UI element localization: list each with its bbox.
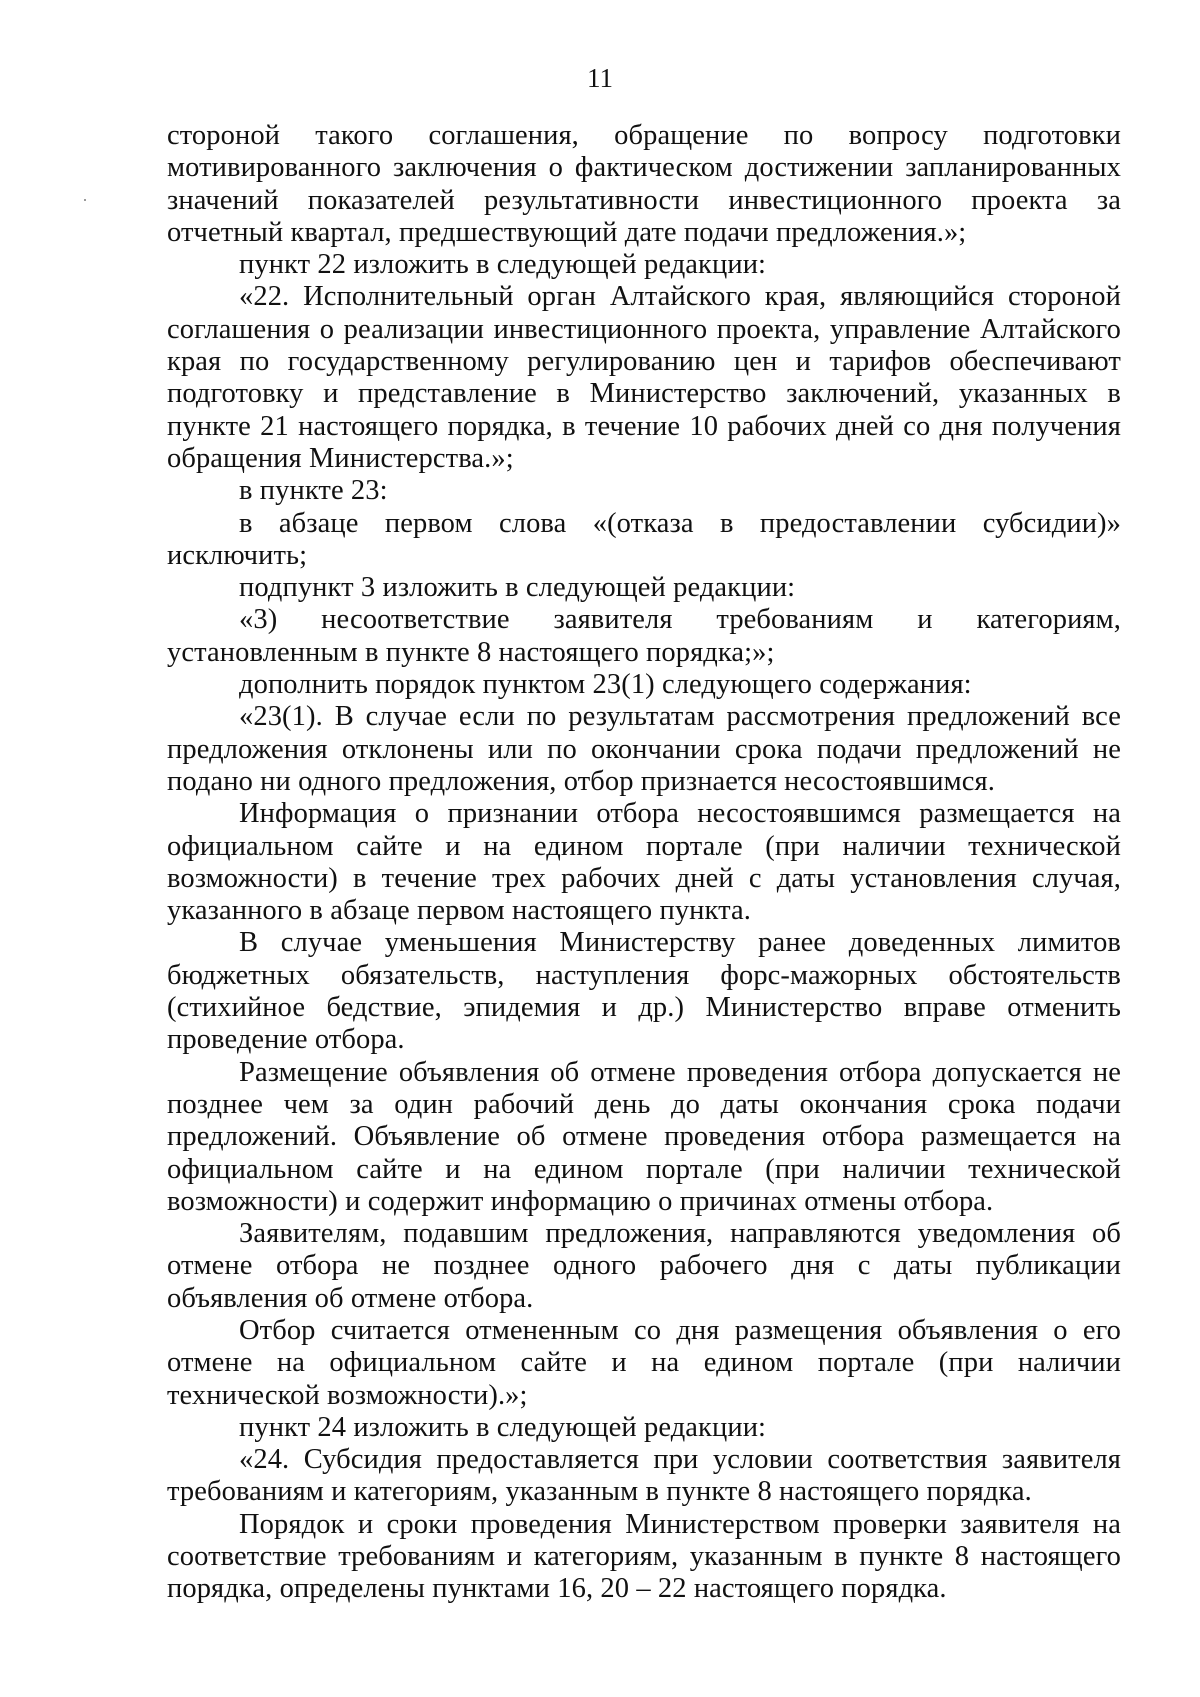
paragraph: В случае уменьшения Министерству ранее доведенных лимитов бюджетных обязательств, наступления форс-мажорных обстоятельств (стихийное бедствие, эпидемия и др.) Министерство вправе отменить проведение отбора. <box>167 927 1121 1056</box>
paragraph: Информация о признании отбора несостоявшимся размещается на официальном сайте и на едином портале (при наличии технической возможности) в течение трех рабочих дней с даты установления случая, указанного в абзаце первом настоящего пункта. <box>167 798 1121 927</box>
paragraph: пункт 24 изложить в следующей редакции: <box>239 1411 767 1443</box>
paragraph: дополнить порядок пунктом 23(1) следующего содержания: <box>239 669 972 701</box>
margin-mark <box>84 199 86 201</box>
paragraph: «22. Исполнительный орган Алтайского края, являющийся стороной соглашения о реализации инвестиционного проекта, управление Алтайского края по государственному регулированию цен и тарифов обеспечивают подготовку и представление в Министерство заключений, указанных в пункте 21 настоящего порядка, в течение 10 рабочих дней со дня получения обращения Министерства.»; <box>167 281 1121 474</box>
paragraph: Порядок и сроки проведения Министерством проверки заявителя на соответствие требованиям и категориям, указанным в пункте 8 настоящего порядка, определены пунктами 16, 20 – 22 настоящего порядка. <box>167 1508 1121 1605</box>
paragraph: в абзаце первом слова «(отказа в предоставлении субсидии)» исключить; <box>167 507 1121 571</box>
page-number: 11 <box>587 63 613 93</box>
document-body <box>167 120 1121 1606</box>
paragraph: Заявителям, подавшим предложения, направляются уведомления об отмене отбора не позднее одного рабочего дня с даты публикации объявления об отмене отбора. <box>167 1218 1121 1314</box>
paragraph: «3) несоответствие заявителя требованиям и категориям, установленным в пункте 8 настоящего порядка;»; <box>167 604 1121 668</box>
paragraph: подпункт 3 изложить в следующей редакции: <box>239 572 796 604</box>
paragraph: Отбор считается отмененным со дня размещения объявления о его отмене на официальном сайте и на едином портале (при наличии технической возможности).»; <box>167 1314 1121 1411</box>
paragraph: стороной такого соглашения, обращение по вопросу подготовки мотивированного заключения о фактическом достижении запланированных значений показателей результативности инвестиционного проекта за отчетный квартал, предшествующий дате подачи предложения.»; <box>167 120 1121 248</box>
paragraph: «24. Субсидия предоставляется при условии соответствия заявителя требованиям и категориям, указанным в пункте 8 настоящего порядка. <box>167 1444 1121 1508</box>
paragraph: Размещение объявления об отмене проведения отбора допускается не позднее чем за один рабочий день до даты окончания срока подачи предложений. Объявление об отмене проведения отбора размещается на официальном сайте и на едином портале (при наличии технической возможности) и содержит информацию о причинах отмены отбора. <box>167 1056 1121 1217</box>
paragraph: пункт 22 изложить в следующей редакции: <box>239 249 767 281</box>
paragraph: в пункте 23: <box>239 475 388 507</box>
paragraph: «23(1). В случае если по результатам рассмотрения предложений все предложения отклонены или по окончании срока подачи предложений не подано ни одного предложения, отбор признается несостоявшимся. <box>167 701 1121 797</box>
